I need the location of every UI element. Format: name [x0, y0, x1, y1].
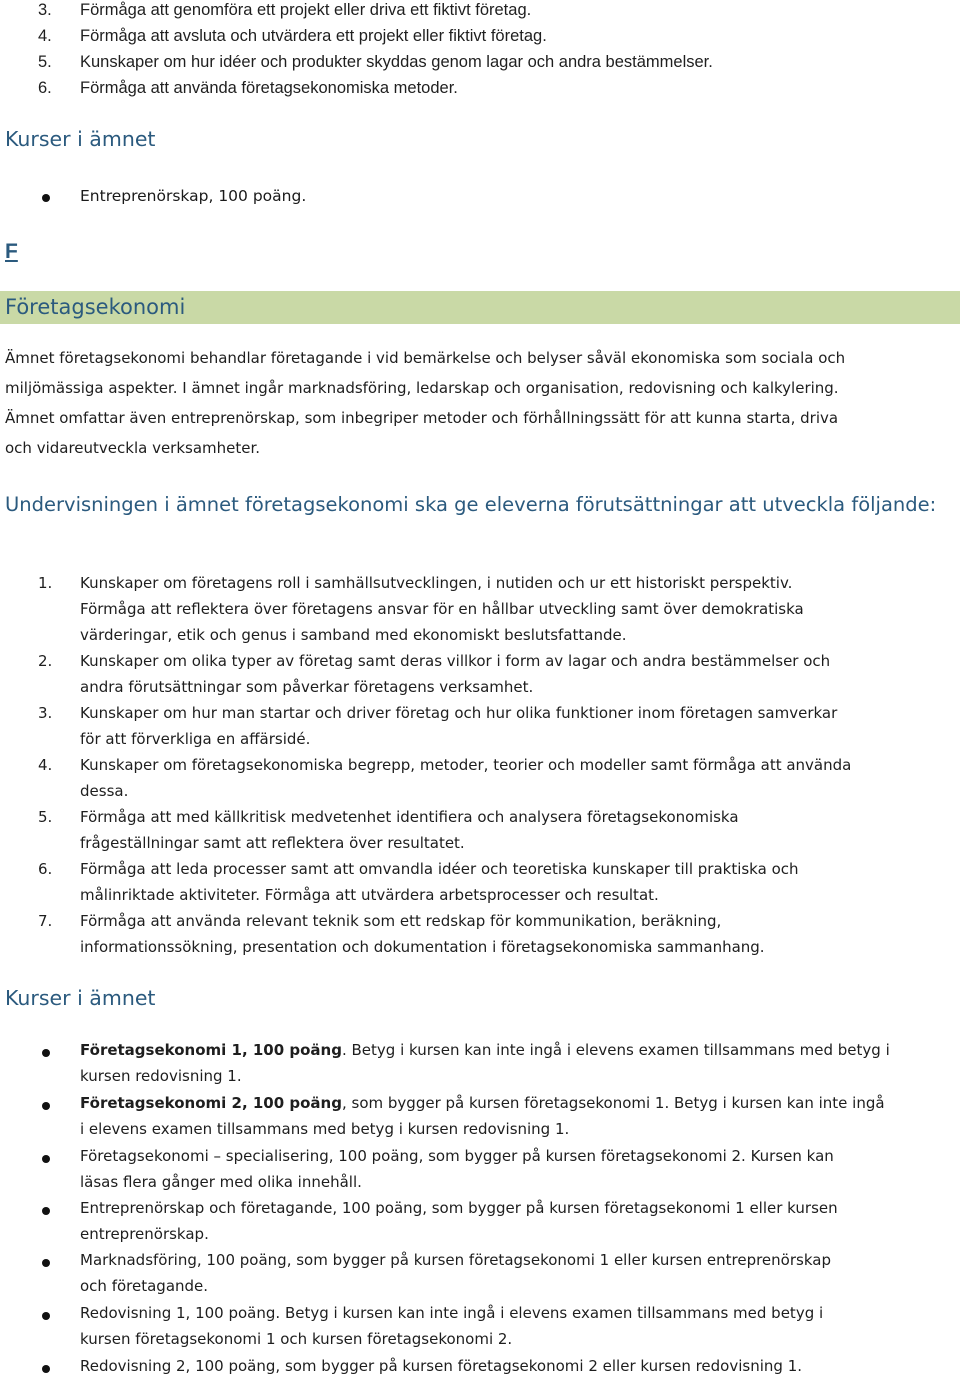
course-line: Marknadsföring, 100 poäng, som bygger på kursen företagsekonomi 1 eller kursen entreprenörskap — [80, 1251, 831, 1269]
list-number: 5. — [38, 53, 52, 71]
course-name: Företagsekonomi 1, 100 poäng — [80, 1041, 342, 1059]
courses-heading: Kurser i ämnet — [5, 986, 156, 1010]
list-number: 3. — [38, 1, 52, 19]
goal-number: 2. — [38, 652, 53, 670]
list-item — [0, 49, 960, 75]
course-item — [0, 187, 960, 209]
goal-number: 1. — [38, 574, 53, 592]
goals-heading: Undervisningen i ämnet företagsekonomi ska ge eleverna förutsättningar att utveckla följande: — [5, 493, 937, 516]
goal-line: Förmåga att reflektera över företagens ansvar för en hållbar utveckling samt över demokratiska — [80, 600, 804, 618]
paragraph-line: och vidareutveckla verksamheter. — [5, 439, 261, 457]
goal-line: Kunskaper om företagsekonomiska begrepp, metoder, teorier och modeller samt förmåga att använda — [80, 756, 852, 774]
bullet-icon — [42, 1365, 50, 1373]
course-line — [80, 1094, 885, 1112]
goal-line: Förmåga att med källkritisk medvetenhet identifiera och analysera företagsekonomiska — [80, 808, 739, 826]
course-line: i elevens examen tillsammans med betyg i kursen redovisning 1. — [80, 1120, 570, 1138]
course-line: Redovisning 2, 100 poäng, som bygger på kursen företagsekonomi 2 eller kursen redovisning 1. — [80, 1357, 802, 1375]
course-line: entreprenörskap. — [80, 1225, 209, 1243]
goal-number: 3. — [38, 704, 53, 722]
section-letter: F — [5, 240, 18, 263]
bullet-icon — [42, 1207, 50, 1215]
course-line: och företagande. — [80, 1277, 209, 1295]
goal-line: Kunskaper om olika typer av företag samt deras villkor i form av lagar och andra bestämmelser och — [80, 652, 831, 670]
paragraph-line: Ämnet företagsekonomi behandlar företagande i vid bemärkelse och belyser såväl ekonomiska som sociala och — [5, 349, 846, 367]
goal-number: 6. — [38, 860, 53, 878]
goal-number: 4. — [38, 756, 53, 774]
paragraph-line: Ämnet omfattar även entreprenörskap, som inbegriper metoder och förhållningssätt för att kunna starta, driva — [5, 409, 839, 427]
goal-line: Kunskaper om hur man startar och driver företag och hur olika funktioner inom företagen samverkar — [80, 704, 838, 722]
list-item — [0, 23, 960, 49]
bullet-icon — [42, 1049, 50, 1057]
list-text: Förmåga att avsluta och utvärdera ett projekt eller fiktivt företag. — [80, 27, 547, 45]
list-text: Kunskaper om hur idéer och produkter skyddas genom lagar och andra bestämmelser. — [80, 53, 713, 71]
goal-number: 7. — [38, 912, 53, 930]
previous-goals-list — [0, 0, 960, 101]
subject-description — [5, 343, 957, 463]
bullet-icon — [42, 1102, 50, 1110]
courses-heading: Kurser i ämnet — [5, 127, 156, 151]
list-number: 6. — [38, 79, 52, 97]
goal-line: för att förverkliga en affärsidé. — [80, 730, 311, 748]
bullet-icon — [42, 1259, 50, 1267]
list-number: 4. — [38, 27, 52, 45]
list-text: Förmåga att använda företagsekonomiska metoder. — [80, 79, 458, 97]
bullet-icon — [42, 194, 50, 202]
goal-line: Kunskaper om företagens roll i samhällsutvecklingen, i nutiden och ur ett historiskt perspektiv. — [80, 574, 793, 592]
goal-number: 5. — [38, 808, 53, 826]
list-item — [0, 0, 960, 23]
bullet-icon — [42, 1155, 50, 1163]
course-line: kursen företagsekonomi 1 och kursen företagsekonomi 2. — [80, 1330, 513, 1348]
goal-line: informationssökning, presentation och dokumentation i företagsekonomiska sammanhang. — [80, 938, 765, 956]
course-line: Företagsekonomi – specialisering, 100 poäng, som bygger på kursen företagsekonomi 2. Kursen kan — [80, 1147, 834, 1165]
goal-line: frågeställningar samt att reflektera över resultatet. — [80, 834, 465, 852]
subject-title: Företagsekonomi — [5, 295, 186, 319]
list-text: Förmåga att genomföra ett projekt eller driva ett fiktivt företag. — [80, 1, 532, 19]
list-item — [0, 75, 960, 101]
course-description: . Betyg i kursen kan inte ingå i elevens examen tillsammans med betyg i — [341, 1041, 890, 1059]
goal-line: värderingar, etik och genus i samband med ekonomiskt beslutsfattande. — [80, 626, 627, 644]
goal-line: Förmåga att använda relevant teknik som ett redskap för kommunikation, beräkning, — [80, 912, 722, 930]
course-line: kursen redovisning 1. — [80, 1067, 242, 1085]
course-line: läsas flera gånger med olika innehåll. — [80, 1173, 362, 1191]
course-line: Entreprenörskap och företagande, 100 poäng, som bygger på kursen företagsekonomi 1 eller kursen — [80, 1199, 838, 1217]
course-name: Företagsekonomi 2, 100 poäng — [80, 1094, 342, 1112]
course-line: Redovisning 1, 100 poäng. Betyg i kursen kan inte ingå i elevens examen tillsammans med betyg i — [80, 1304, 824, 1322]
course-description: , som bygger på kursen företagsekonomi 1. Betyg i kursen kan inte ingå — [341, 1094, 885, 1112]
goal-line: dessa. — [80, 782, 129, 800]
goal-line: andra förutsättningar som påverkar företagens verksamhet. — [80, 678, 534, 696]
paragraph-line: miljömässiga aspekter. I ämnet ingår marknadsföring, ledarskap och organisation, redovisning och kalkylering. — [5, 379, 839, 397]
bullet-icon — [42, 1312, 50, 1320]
goal-line: målinriktade aktiviteter. Förmåga att utvärdera arbetsprocesser och resultat. — [80, 886, 659, 904]
goal-line: Förmåga att leda processer samt att omvandla idéer och teoretiska kunskaper till praktiska och — [80, 860, 799, 878]
course-line — [80, 1041, 890, 1059]
course-text: Entreprenörskap, 100 poäng. — [80, 187, 307, 205]
